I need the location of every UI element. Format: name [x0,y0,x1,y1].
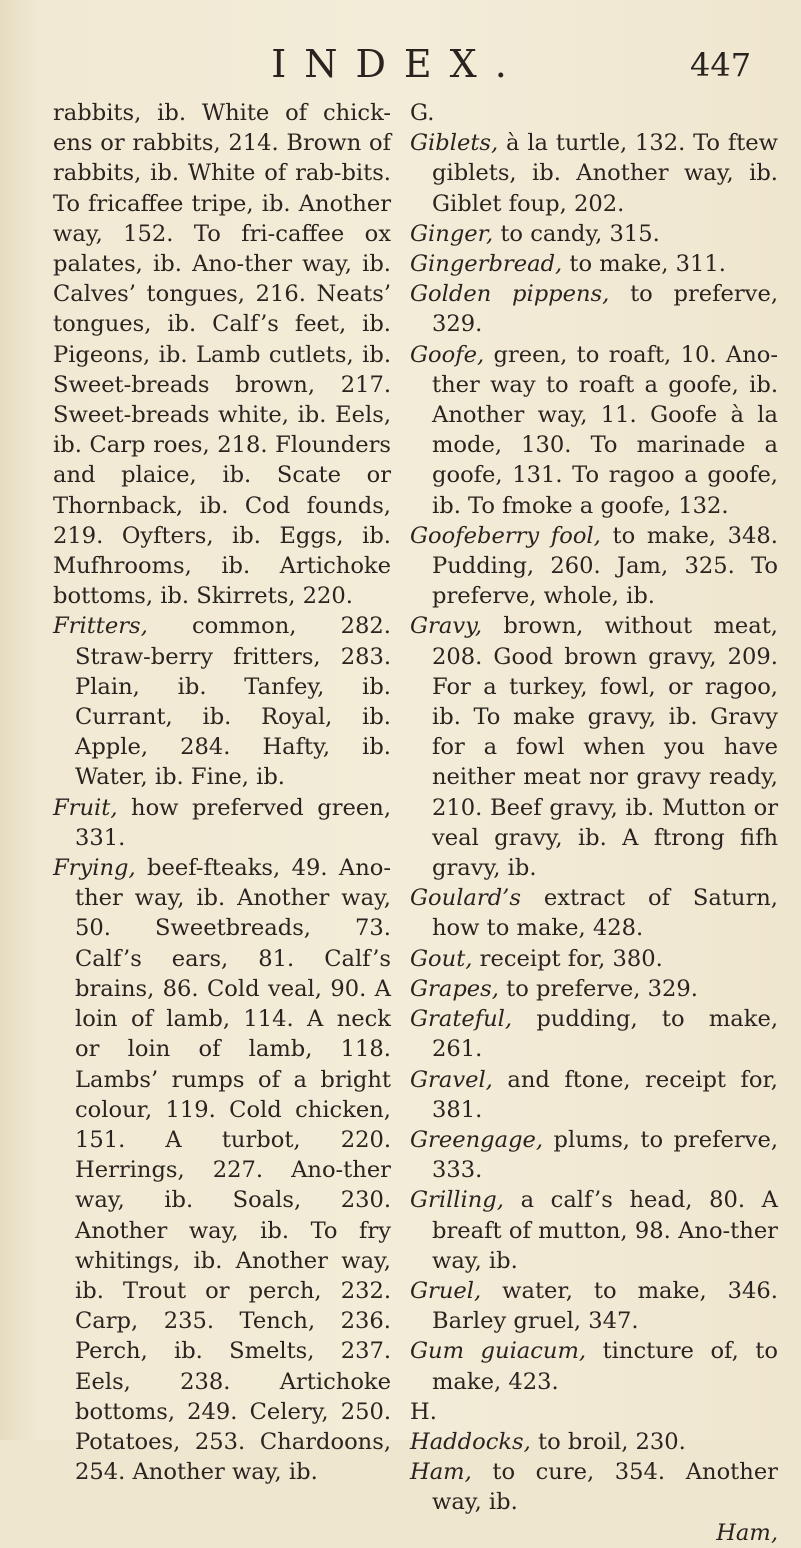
entry-keyword: Golden pippens, [410,281,610,308]
entry-keyword: Greengage, [410,1126,544,1153]
index-entry [410,1457,778,1517]
index-entry-frying [53,853,391,1487]
entry-text: à la turtle, 132. To ftew giblets, ib. Another way, ib. Giblet foup, 202. [432,130,778,217]
index-entry [410,521,778,612]
entry-keyword: Gravel, [410,1066,493,1093]
entry-keyword: Ham, [410,1459,472,1486]
entry-keyword: Grapes, [410,975,499,1002]
entry-keyword: Goulard’s [410,885,521,912]
index-entry [410,1427,778,1457]
entry-keyword: Gum guiacum, [410,1338,587,1365]
entry-text: to broil, 230. [530,1428,686,1455]
entry-text: pudding, to make, 261. [432,1006,778,1063]
index-entry [410,279,778,339]
index-entry [410,1276,778,1336]
index-entry-fritters [53,611,391,792]
page-header [0,42,801,92]
entry-text: to preferve, 329. [498,975,698,1002]
right-column [410,98,778,1548]
index-entry [410,128,778,219]
left-column [53,98,391,1487]
entry-text: to make, 311. [562,251,726,278]
entry-keyword: Goofeberry fool, [410,522,601,549]
entry-text: to preferve, 329. [432,281,778,338]
entry-text: to make, 348. Pudding, 260. Jam, 325. To preferve, whole, ib. [432,522,778,610]
entry-keyword: Fritters, [53,613,148,640]
entry-text: common, 282. Straw-berry fritters, 283. Plain, ib. Tanfey, ib. Currant, ib. Royal, ib. Apple, 284. Hafty, ib. Water, ib. Fine, ib. [75,613,391,791]
entry-keyword: Goofe, [410,341,485,368]
index-entry-continued: rabbits, ib. White of chick-ens or rabbits, 214. Brown of rabbits, ib. White of rab-bits. To fricaffee tripe, ib. Another way, 152. To fri-caffee ox palates, ib. Ano-ther way, ib. Calves’ tongues, 216. Neats’ tongues, ib. Calf’s feet, ib. Pigeons, ib. Lamb cutlets, ib. Sweet-breads brown, 217. Sweet-breads white, ib. Eels, ib. Carp roes, 218. Flounders and plaice, ib. Scate or Thornback, ib. Cod founds, 219. Oyfters, ib. Eggs, ib. Mufhrooms, ib. Artichoke bottoms, ib. Skirrets, 220. [53,100,391,610]
catchword: Ham, [716,1519,778,1546]
entry-keyword: Ginger, [410,220,494,247]
entry-text: and ftone, receipt for, 381. [432,1066,778,1123]
entry-keyword: Fruit, [53,794,118,821]
entry-text: to candy, 315. [493,220,660,247]
index-entry [410,219,778,249]
index-entry [410,944,778,974]
index-entry [410,611,778,883]
entry-keyword: Giblets, [410,130,499,157]
index-entry [410,340,778,521]
entry-text: green, to roaft, 10. Ano-ther way to roaft a goofe, ib. Another way, 11. Goofe à la mode, 130. To marinade a goofe, 131. To ragoo a goofe, ib. To fmoke a goofe, 132. [432,341,778,519]
index-entry [410,1065,778,1125]
entry-text: receipt for, 380. [472,945,663,972]
index-entry-fruit [53,793,391,853]
entry-keyword: Haddocks, [410,1428,531,1455]
section-letter-h: H. [410,1398,437,1425]
section-letter-g: G. [410,100,435,126]
page-title: INDEX. [271,42,525,86]
index-entry [410,1125,778,1185]
entry-text: how preferved green, 331. [75,794,391,851]
entry-text: plums, to preferve, 333. [432,1126,778,1184]
page-number: 447 [690,46,752,84]
entry-text: beef-fteaks, 49. Ano-ther way, ib. Another way, 50. Sweetbreads, 73. Calf’s ears, 81. Calf’s brains, 86. Cold veal, 90. A loin of lamb, 114. A neck or loin of lamb, 118. Lambs’ rumps of a bright colour, 119. Cold chicken, 151. A turbot, 220. Herrings, 227. Ano-ther way, ib. Soals, 230. Another way, ib. To fry whitings, ib. Another way, ib. Trout or perch, 232. Carp, 235. Tench, 236. Perch, ib. Smelts, 237. Eels, 238. Artichoke bottoms, 249. Celery, 250. Potatoes, 253. Chardoons, 254. Another way, ib. [75,855,391,1486]
entry-keyword: Gravy, [410,613,483,640]
index-entry [410,1185,778,1276]
index-entry [410,249,778,279]
entry-text: extract of Saturn, how to make, 428. [432,885,778,942]
index-entry [410,1004,778,1064]
entry-keyword: Gout, [410,945,473,972]
entry-keyword: Grilling, [410,1187,504,1214]
entry-text: brown, without meat, 208. Good brown gravy, 209. For a turkey, fowl, or ragoo, ib. To make gravy, ib. Gravy for a fowl when you have neither meat nor gravy ready, 210. Beef gravy, ib. Mutton or veal gravy, ib. A ftrong fifh gravy, ib. [432,613,778,882]
index-entry [410,974,778,1004]
entry-keyword: Gruel, [410,1277,482,1304]
entry-text: tincture of, to make, 423. [432,1338,778,1395]
index-entry [410,883,778,943]
entry-text: to cure, 354. Another way, ib. [432,1459,778,1516]
entry-keyword: Frying, [53,855,136,882]
entry-text: water, to make, 346. Barley gruel, 347. [432,1277,778,1335]
entry-text: a calf’s head, 80. A breaft of mutton, 98. Ano-ther way, ib. [432,1187,778,1274]
entry-keyword: Gingerbread, [410,251,563,278]
entry-keyword: Grateful, [410,1006,513,1033]
index-entry [410,1336,778,1396]
